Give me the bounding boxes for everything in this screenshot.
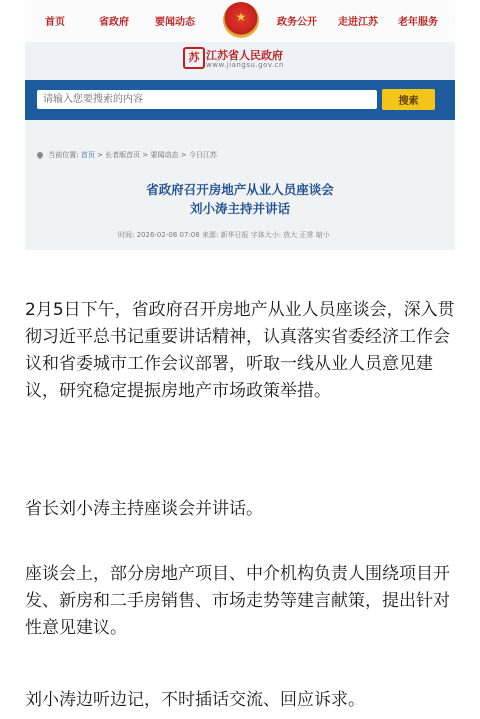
breadcrumb-prefix: 当前位置:	[48, 151, 79, 159]
nav-gov-affairs[interactable]: 政务公开	[277, 17, 317, 28]
national-emblem-icon: ★	[223, 2, 259, 38]
website-screenshot	[25, 0, 455, 250]
nav-province-gov[interactable]: 省政府	[99, 17, 129, 28]
article-title-line2: 刘小涛主持并讲话	[189, 201, 290, 216]
breadcrumb-today-jiangsu[interactable]: 今日江苏	[188, 151, 217, 159]
search-bar	[25, 80, 455, 120]
nav-jiangsu[interactable]: 走进江苏	[338, 17, 378, 28]
article-paragraph: 座谈会上，部分房地产项目、中介机构负责人围绕项目开发、新房和二手房销售、市场走势等建言献策，提出针对性意见建议。	[25, 564, 450, 638]
article-meta: 时间: 2026-02-08 07:08 来源: 新华日报 字体大小: 放大 正常 缩小	[118, 231, 330, 239]
site-name: 江苏省人民政府	[206, 49, 283, 62]
nav-elderly-service[interactable]: 老年服务	[398, 17, 438, 28]
article-title-line1: 省政府召开房地产从业人员座谈会	[146, 182, 334, 197]
breadcrumb-separator: >	[180, 151, 187, 159]
breadcrumb	[37, 150, 217, 160]
breadcrumb-separator: >	[97, 151, 103, 159]
article-paragraph: 刘小涛边听边记，不时插话交流、回应诉求。	[25, 690, 365, 710]
site-url: www.jiangsu.gov.cn	[206, 61, 284, 69]
top-nav	[25, 0, 455, 43]
article-paragraph: 省长刘小涛主持座谈会并讲话。	[25, 499, 263, 519]
location-pin-icon	[36, 151, 44, 159]
breadcrumb-elder-home[interactable]: 长者版首页	[105, 151, 141, 159]
search-input[interactable]	[37, 90, 377, 109]
article-paragraph: 2月5日下午，省政府召开房地产从业人员座谈会，深入贯彻习近平总书记重要讲话精神，认真落实省委经济工作会议和省委城市工作会议部署，听取一线从业人员意见建议，研究稳定提振房地产市场政策举措。	[25, 300, 455, 401]
breadcrumb-home[interactable]: 首页	[80, 151, 95, 159]
breadcrumb-news[interactable]: 要闻动态	[150, 151, 179, 159]
breadcrumb-separator: >	[142, 151, 149, 159]
search-button[interactable]: 搜索	[382, 89, 435, 110]
nav-home[interactable]: 首页	[45, 17, 65, 28]
nav-news[interactable]: 要闻动态	[155, 17, 195, 28]
site-logo-icon: 苏	[183, 47, 205, 69]
